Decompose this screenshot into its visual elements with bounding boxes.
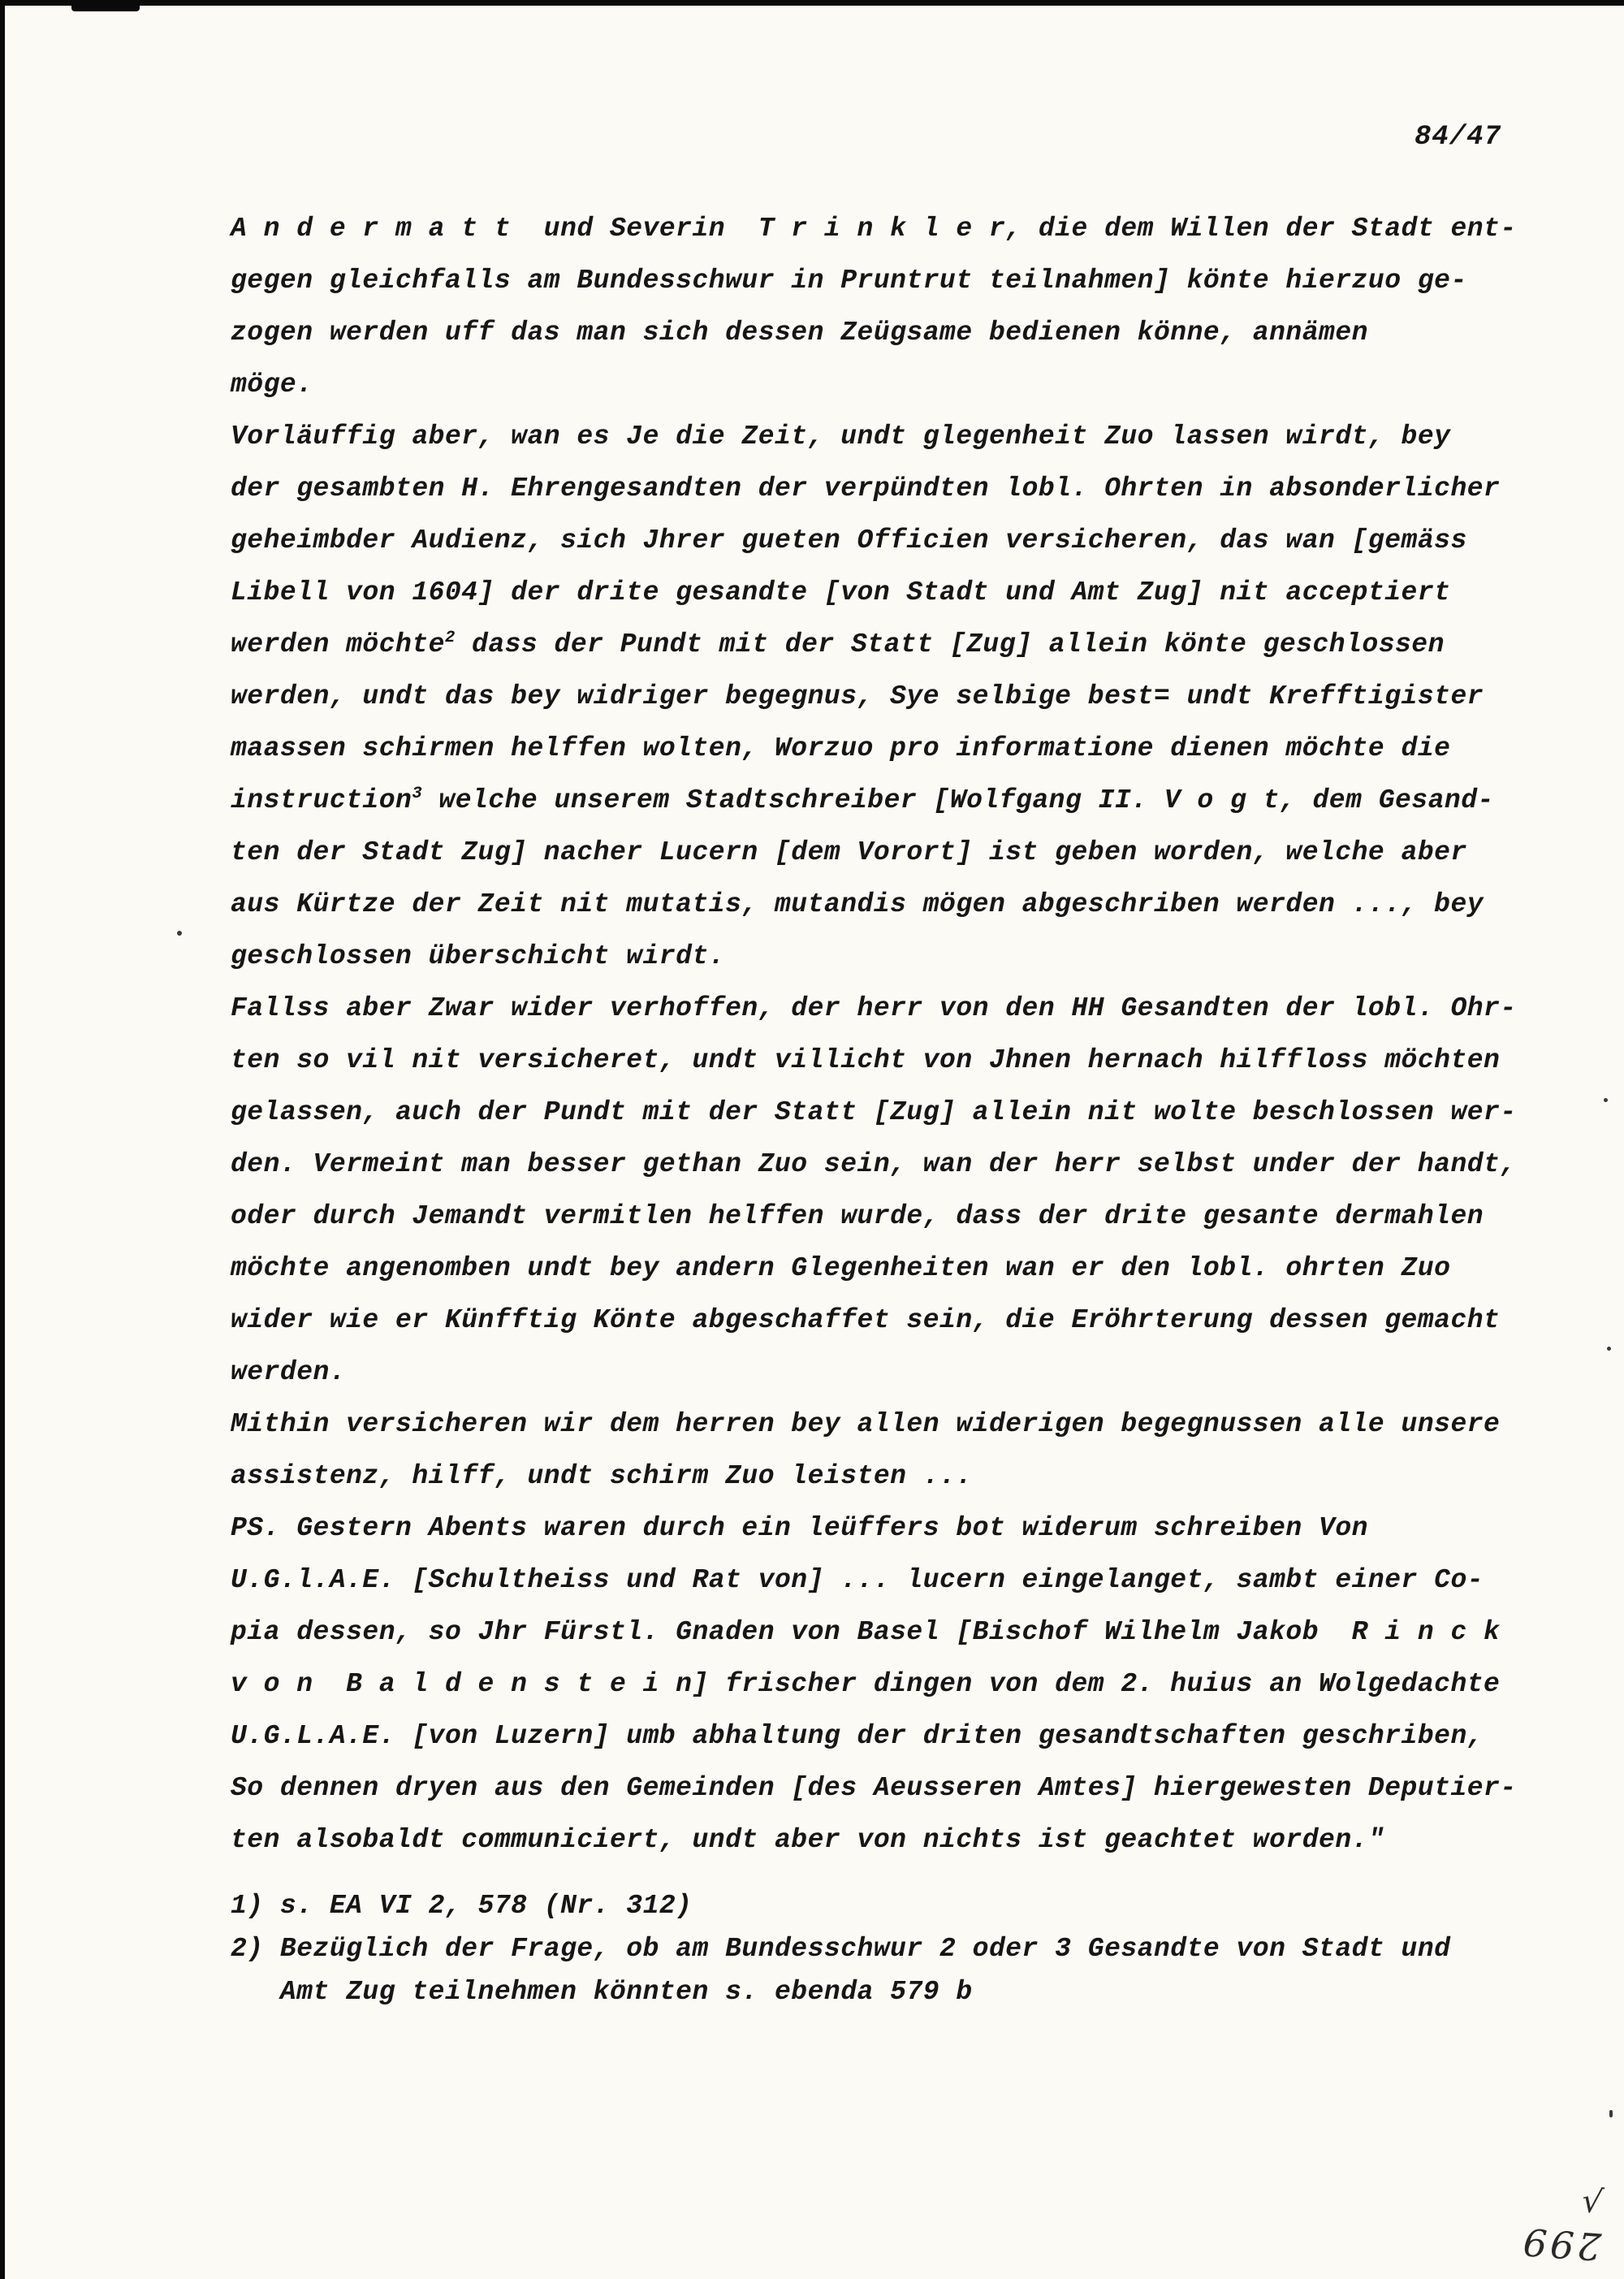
text-line: A n d e r m a t t und Severin T r i n k l e r, die dem Willen der Stadt ent- (231, 214, 1517, 244)
text-line: ten der Stadt Zug] nacher Lucern [dem Vorort] ist geben worden, welche aber (231, 837, 1467, 867)
text-line: geheimbder Audienz, sich Jhrer gueten Officien versicheren, das wan [gemäss (231, 525, 1467, 556)
text-line: ten so vil nit versicheret, undt villicht von Jhnen hernach hilffloss möchten (231, 1045, 1501, 1075)
text-line: Vorläuffig aber, wan es Je die Zeit, undt glegenheit Zuo lassen wirdt, bey (231, 422, 1451, 452)
text-line: Libell von 1604] der drite gesandte [von Stadt und Amt Zug] nit acceptiert (231, 577, 1451, 608)
scan-speck (1609, 2110, 1613, 2117)
text-line: zogen werden uff das man sich dessen Zeügsame bedienen könne, annämen (231, 318, 1368, 348)
footnote-reference: 3 (412, 785, 423, 803)
text-line: werden. (231, 1357, 347, 1387)
footnote-reference: 2 (444, 629, 456, 647)
text-line: werden möchte$^2$ dass der Pundt mit der Statt [Zug] allein könte geschlossen (231, 629, 1445, 659)
text-line: pia dessen, so Jhr Fürstl. Gnaden von Basel [Bischof Wilhelm Jakob R i n c k (231, 1617, 1501, 1647)
scan-speck (177, 931, 182, 936)
text-line: den. Vermeint man besser gethan Zuo sein, wan der herr selbst under der handt, (231, 1149, 1517, 1179)
text-line: gegen gleichfalls am Bundesschwur in Pruntrut teilnahmen] könte hierzuo ge- (231, 266, 1467, 296)
footnote-line: Amt Zug teilnehmen könnten s. ebenda 579 b (231, 1977, 973, 2007)
text-line: geschlossen überschicht wirdt. (231, 941, 726, 971)
scan-artifact-top-left (71, 0, 140, 11)
text-line: wider wie er Künfftig Könte abgeschaffet sein, die Eröhrterung dessen gemacht (231, 1305, 1501, 1335)
page-number: 84/47 (1415, 122, 1502, 153)
text-line: werden, undt das bey widriger begegnus, Sye selbige best= undt Krefftigister (231, 681, 1484, 711)
footnote-line: 2) Bezüglich der Frage, ob am Bundesschwur 2 oder 3 Gesandte von Stadt und (231, 1934, 1451, 1964)
footnotes (231, 1884, 1450, 2013)
handwritten-page-number: 299 (1518, 2219, 1603, 2269)
text-line: assistenz, hilff, undt schirm Zuo leisten ... (231, 1461, 973, 1491)
scan-speck (1607, 1347, 1611, 1351)
handwritten-checkmark: √ (1579, 2182, 1605, 2222)
text-line: So dennen dryen aus den Gemeinden [des Aeusseren Amtes] hiergewesten Deputier- (231, 1773, 1517, 1803)
text-line: möge. (231, 370, 313, 400)
scan-edge-top (0, 0, 1624, 6)
text-line: Mithin versicheren wir dem herren bey allen widerigen begegnussen alle unsere (231, 1409, 1501, 1439)
text-line: der gesambten H. Ehrengesandten der verpündten lobl. Ohrten in absonderlicher (231, 474, 1501, 504)
text-line: maassen schirmen helffen wolten, Worzuo pro informatione dienen möchte die (231, 733, 1451, 763)
text-line: Fallss aber Zwar wider verhoffen, der herr von den HH Gesandten der lobl. Ohr- (231, 993, 1517, 1023)
text-line: U.G.L.A.E. [von Luzern] umb abhaltung der driten gesandtschaften geschriben, (231, 1721, 1484, 1751)
body-text (231, 203, 1517, 1866)
scan-edge-left (0, 0, 5, 2279)
text-line: ten alsobaldt communiciert, undt aber von nichts ist geachtet worden." (231, 1825, 1385, 1855)
text-line: U.G.l.A.E. [Schultheiss und Rat von] ... lucern eingelanget, sambt einer Co- (231, 1565, 1484, 1595)
scan-speck (1604, 1098, 1608, 1102)
text-line: aus Kürtze der Zeit nit mutatis, mutandis mögen abgeschriben werden ..., bey (231, 889, 1484, 919)
text-line: v o n B a l d e n s t e i n] frischer dingen von dem 2. huius an Wolgedachte (231, 1669, 1501, 1699)
text-line: oder durch Jemandt vermitlen helffen wurde, dass der drite gesante dermahlen (231, 1201, 1484, 1231)
text-line: instruction$^3$ welche unserem Stadtschreiber [Wolfgang II. V o g t, dem Gesand- (231, 785, 1494, 815)
text-line: möchte angenomben undt bey andern Glegenheiten wan er den lobl. ohrten Zuo (231, 1253, 1451, 1283)
text-line: PS. Gestern Abents waren durch ein leüffers bot widerum schreiben Von (231, 1513, 1368, 1543)
footnote-line: 1) s. EA VI 2, 578 (Nr. 312) (231, 1891, 693, 1921)
text-line: gelassen, auch der Pundt mit der Statt [Zug] allein nit wolte beschlossen wer- (231, 1097, 1517, 1127)
